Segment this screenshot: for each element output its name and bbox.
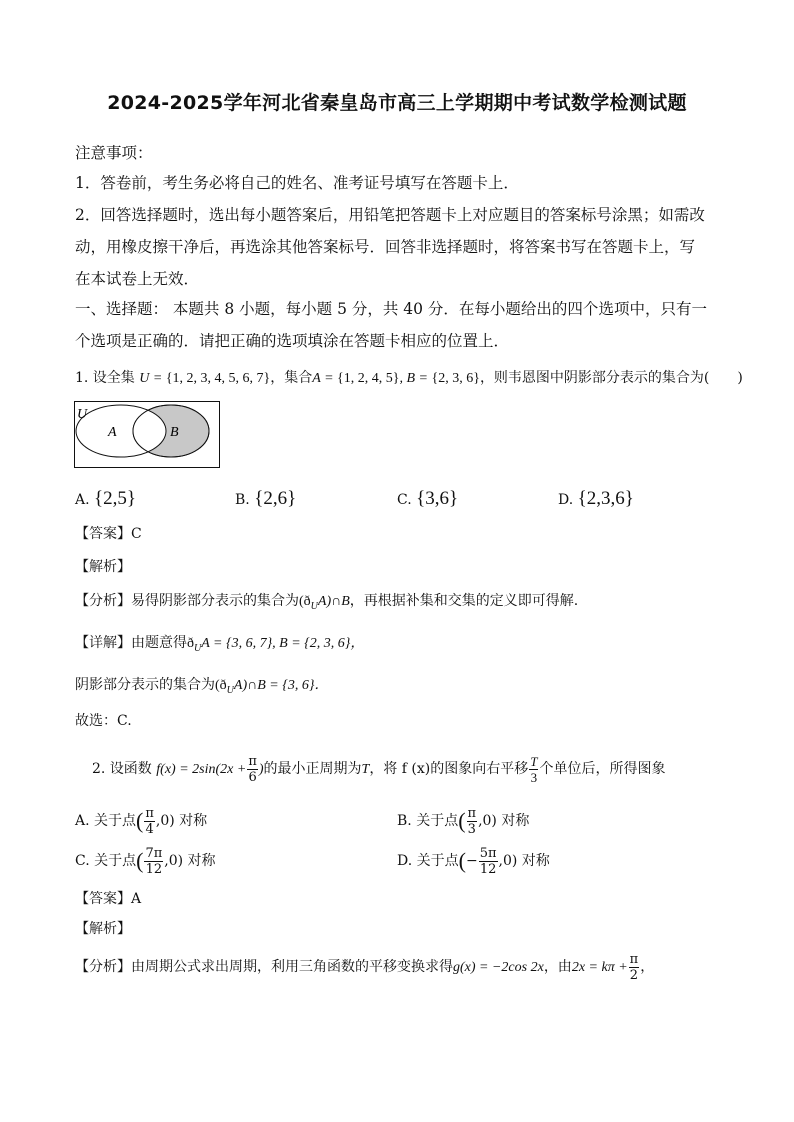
- q2-option-c-label: C. 关于点: [75, 853, 137, 869]
- q2-option-d-den: 12: [479, 861, 497, 877]
- q1-mid-text: ，集合: [270, 370, 313, 386]
- q2-option-c-paren: (: [136, 848, 144, 873]
- q1-xiangjie-expr: ð: [187, 636, 194, 651]
- q1-option-d-value: {2,3,6}: [577, 488, 634, 509]
- q2-option-b-label: B. 关于点: [397, 813, 459, 829]
- q1-xiangjie-sub: U: [194, 642, 202, 654]
- q2-option-c-den: 12: [145, 861, 163, 877]
- q2-option-d-tail: ,0) 对称: [498, 853, 550, 869]
- q2-option-a-paren: (: [136, 808, 144, 833]
- q2-option-a-num: π: [145, 805, 154, 821]
- notice-item-2-line-1: 2．回答选择题时，选出每小题答案后，用铅笔把答题卡上对应题目的答案标号涂黑；如需改: [75, 206, 705, 224]
- q1-fenxi-expr: (ð: [299, 594, 311, 609]
- q2-function: f(x) = 2sin(2x +: [156, 762, 247, 777]
- q2-stem: [92, 753, 665, 786]
- q2-option-d-paren: (: [458, 848, 466, 873]
- q2-suffix: 个单位后，所得图象: [539, 761, 666, 777]
- section-1-instructions-line-2: 个选项是正确的．请把正确的选项填涂在答题卡相应的位置上．: [75, 332, 510, 350]
- q2-equation-num: π: [629, 951, 639, 967]
- q2-option-a-tail: ,0) 对称: [155, 813, 208, 829]
- q1-option-c-value: {3,6}: [416, 488, 459, 509]
- notice-item-2-line-2: 动，用橡皮擦干净后，再选涂其他答案标号．回答非选择题时，将答案书写在答题卡上，写: [75, 238, 696, 256]
- q1-fenxi-pre: 易得阴影部分表示的集合为: [131, 593, 299, 609]
- q1-option-b-label: B.: [235, 492, 250, 508]
- q2-option-d-fraction: [479, 846, 498, 877]
- q1-fenxi-sub: U: [310, 600, 318, 612]
- q2-option-a: [75, 805, 207, 837]
- q2-option-c: [75, 845, 216, 877]
- q1-shadow-expr-2: A)∩B = {3, 6}．: [233, 678, 329, 693]
- q2-equation: 2x = kπ +: [571, 960, 628, 975]
- q1-suffix: ，则韦恩图中阴影部分表示的集合为( ): [479, 370, 743, 386]
- q1-set-a: {1, 2, 4, 5}: [337, 371, 400, 386]
- q2-function-fraction: [247, 754, 258, 785]
- venn-diagram: [74, 401, 221, 469]
- q2-option-d-label: D. 关于点: [397, 853, 459, 869]
- q2-prefix: 2. 设函数: [92, 761, 152, 777]
- q1-option-b: [235, 489, 296, 510]
- q1-xiangjie-expr-2: A = {3, 6, 7}, B = {2, 3, 6}，: [201, 636, 365, 651]
- q2-option-b-fraction: [467, 806, 478, 837]
- q1-option-c-label: C.: [397, 492, 412, 508]
- notice-heading: 注意事项：: [75, 144, 153, 162]
- q1-option-c: [397, 489, 458, 510]
- q1-option-a-label: A.: [75, 492, 90, 508]
- q2-option-d-num: 5π: [479, 845, 497, 861]
- q1-analysis-heading: 【解析】: [75, 559, 131, 575]
- venn-label-a: A: [108, 425, 117, 440]
- q1-universal-set-label: U =: [139, 371, 166, 386]
- q2-shift-fraction: [529, 754, 538, 785]
- q2-g-expression: g(x) = −2cos 2x: [453, 960, 544, 975]
- q2-option-c-num: 7π: [145, 845, 163, 861]
- q1-fenxi: [75, 591, 578, 617]
- q2-mid: 的最小正周期为: [263, 761, 362, 777]
- q1-option-a-value: {2,5}: [94, 488, 137, 509]
- q1-answer: 【答案】C: [75, 526, 142, 542]
- q1-set-b-label: , B =: [399, 371, 432, 386]
- q2-period-symbol: T: [361, 762, 370, 777]
- q2-option-c-fraction: [144, 846, 163, 877]
- q2-fenxi-tag: 【分析】: [75, 959, 131, 975]
- q2-function-frac-den: 6: [248, 769, 257, 785]
- q2-equation-den: 2: [629, 967, 639, 983]
- q2-option-a-den: 4: [145, 821, 154, 837]
- q1-choose: 故选：C.: [75, 713, 132, 729]
- q2-equation-fraction: [629, 952, 640, 983]
- q2-shift-num: T: [530, 753, 538, 769]
- section-1-instructions-line-1: 一、选择题： 本题共 8 小题，每小题 5 分，共 40 分．在每小题给出的四个选项中，只有一: [75, 300, 707, 318]
- q2-fenxi-text: 由周期公式求出周期，利用三角函数的平移变换求得: [131, 959, 453, 975]
- q2-equation-tail: ，: [640, 959, 655, 975]
- q2-option-c-tail: ,0) 对称: [164, 853, 216, 869]
- q2-option-b: [397, 805, 529, 837]
- q2-answer: 【答案】A: [75, 891, 142, 907]
- q1-option-d-label: D.: [558, 492, 574, 508]
- q1-fenxi-tag: 【分析】: [75, 593, 131, 609]
- q1-option-b-value: {2,6}: [254, 488, 297, 509]
- q2-option-d: [397, 845, 550, 877]
- q2-option-d-neg: −: [465, 853, 478, 869]
- q2-analysis-heading: 【解析】: [75, 921, 131, 937]
- q1-fenxi-expr-2: A)∩B: [317, 594, 350, 609]
- q2-option-b-num: π: [467, 805, 477, 821]
- q2-option-b-paren: (: [458, 808, 466, 833]
- q1-universal-set: {1, 2, 3, 4, 5, 6, 7}: [165, 371, 271, 386]
- q1-shadow-set: [75, 675, 328, 701]
- venn-label-b: B: [170, 425, 179, 440]
- venn-label-u: U: [77, 407, 88, 422]
- q2-option-b-tail: ,0) 对称: [478, 813, 530, 829]
- q2-mid-2: ，将 f (x)的图象向右平移: [369, 761, 529, 777]
- q2-option-a-label: A. 关于点: [75, 813, 137, 829]
- notice-item-2-line-3: 在本试卷上无效．: [75, 270, 200, 288]
- q1-prefix: 1. 设全集: [75, 370, 135, 386]
- q1-xiangjie-tag: 【详解】: [75, 635, 131, 651]
- q1-fenxi-post: ，再根据补集和交集的定义即可得解.: [349, 593, 579, 609]
- q1-set-a-label: A =: [312, 371, 338, 386]
- q1-shadow-pre: 阴影部分表示的集合为: [75, 677, 215, 693]
- q1-shadow-expr: (ð: [215, 678, 227, 693]
- q1-option-d: [558, 489, 634, 510]
- q1-stem: [75, 368, 743, 389]
- q1-option-a: [75, 489, 136, 510]
- q2-option-a-fraction: [144, 806, 155, 837]
- q1-xiangjie-pre: 由题意得: [131, 635, 187, 651]
- document-title: 2024-2025学年河北省秦皇岛市高三上学期期中考试数学检测试题: [107, 92, 687, 114]
- q2-option-b-den: 3: [467, 821, 476, 837]
- q2-shift-den: 3: [530, 769, 538, 785]
- q1-shadow-sub: U: [226, 684, 234, 696]
- q1-set-b: {2, 3, 6}: [431, 371, 480, 386]
- q2-fenxi: [75, 951, 654, 984]
- notice-item-1: 1．答卷前，考生务必将自己的姓名、准考证号填写在答题卡上．: [75, 174, 519, 192]
- q2-fenxi-text-2: ，由: [543, 959, 572, 975]
- q2-function-close: ): [258, 762, 264, 777]
- q2-function-frac-num: π: [248, 753, 257, 769]
- q1-xiangjie: [75, 633, 364, 659]
